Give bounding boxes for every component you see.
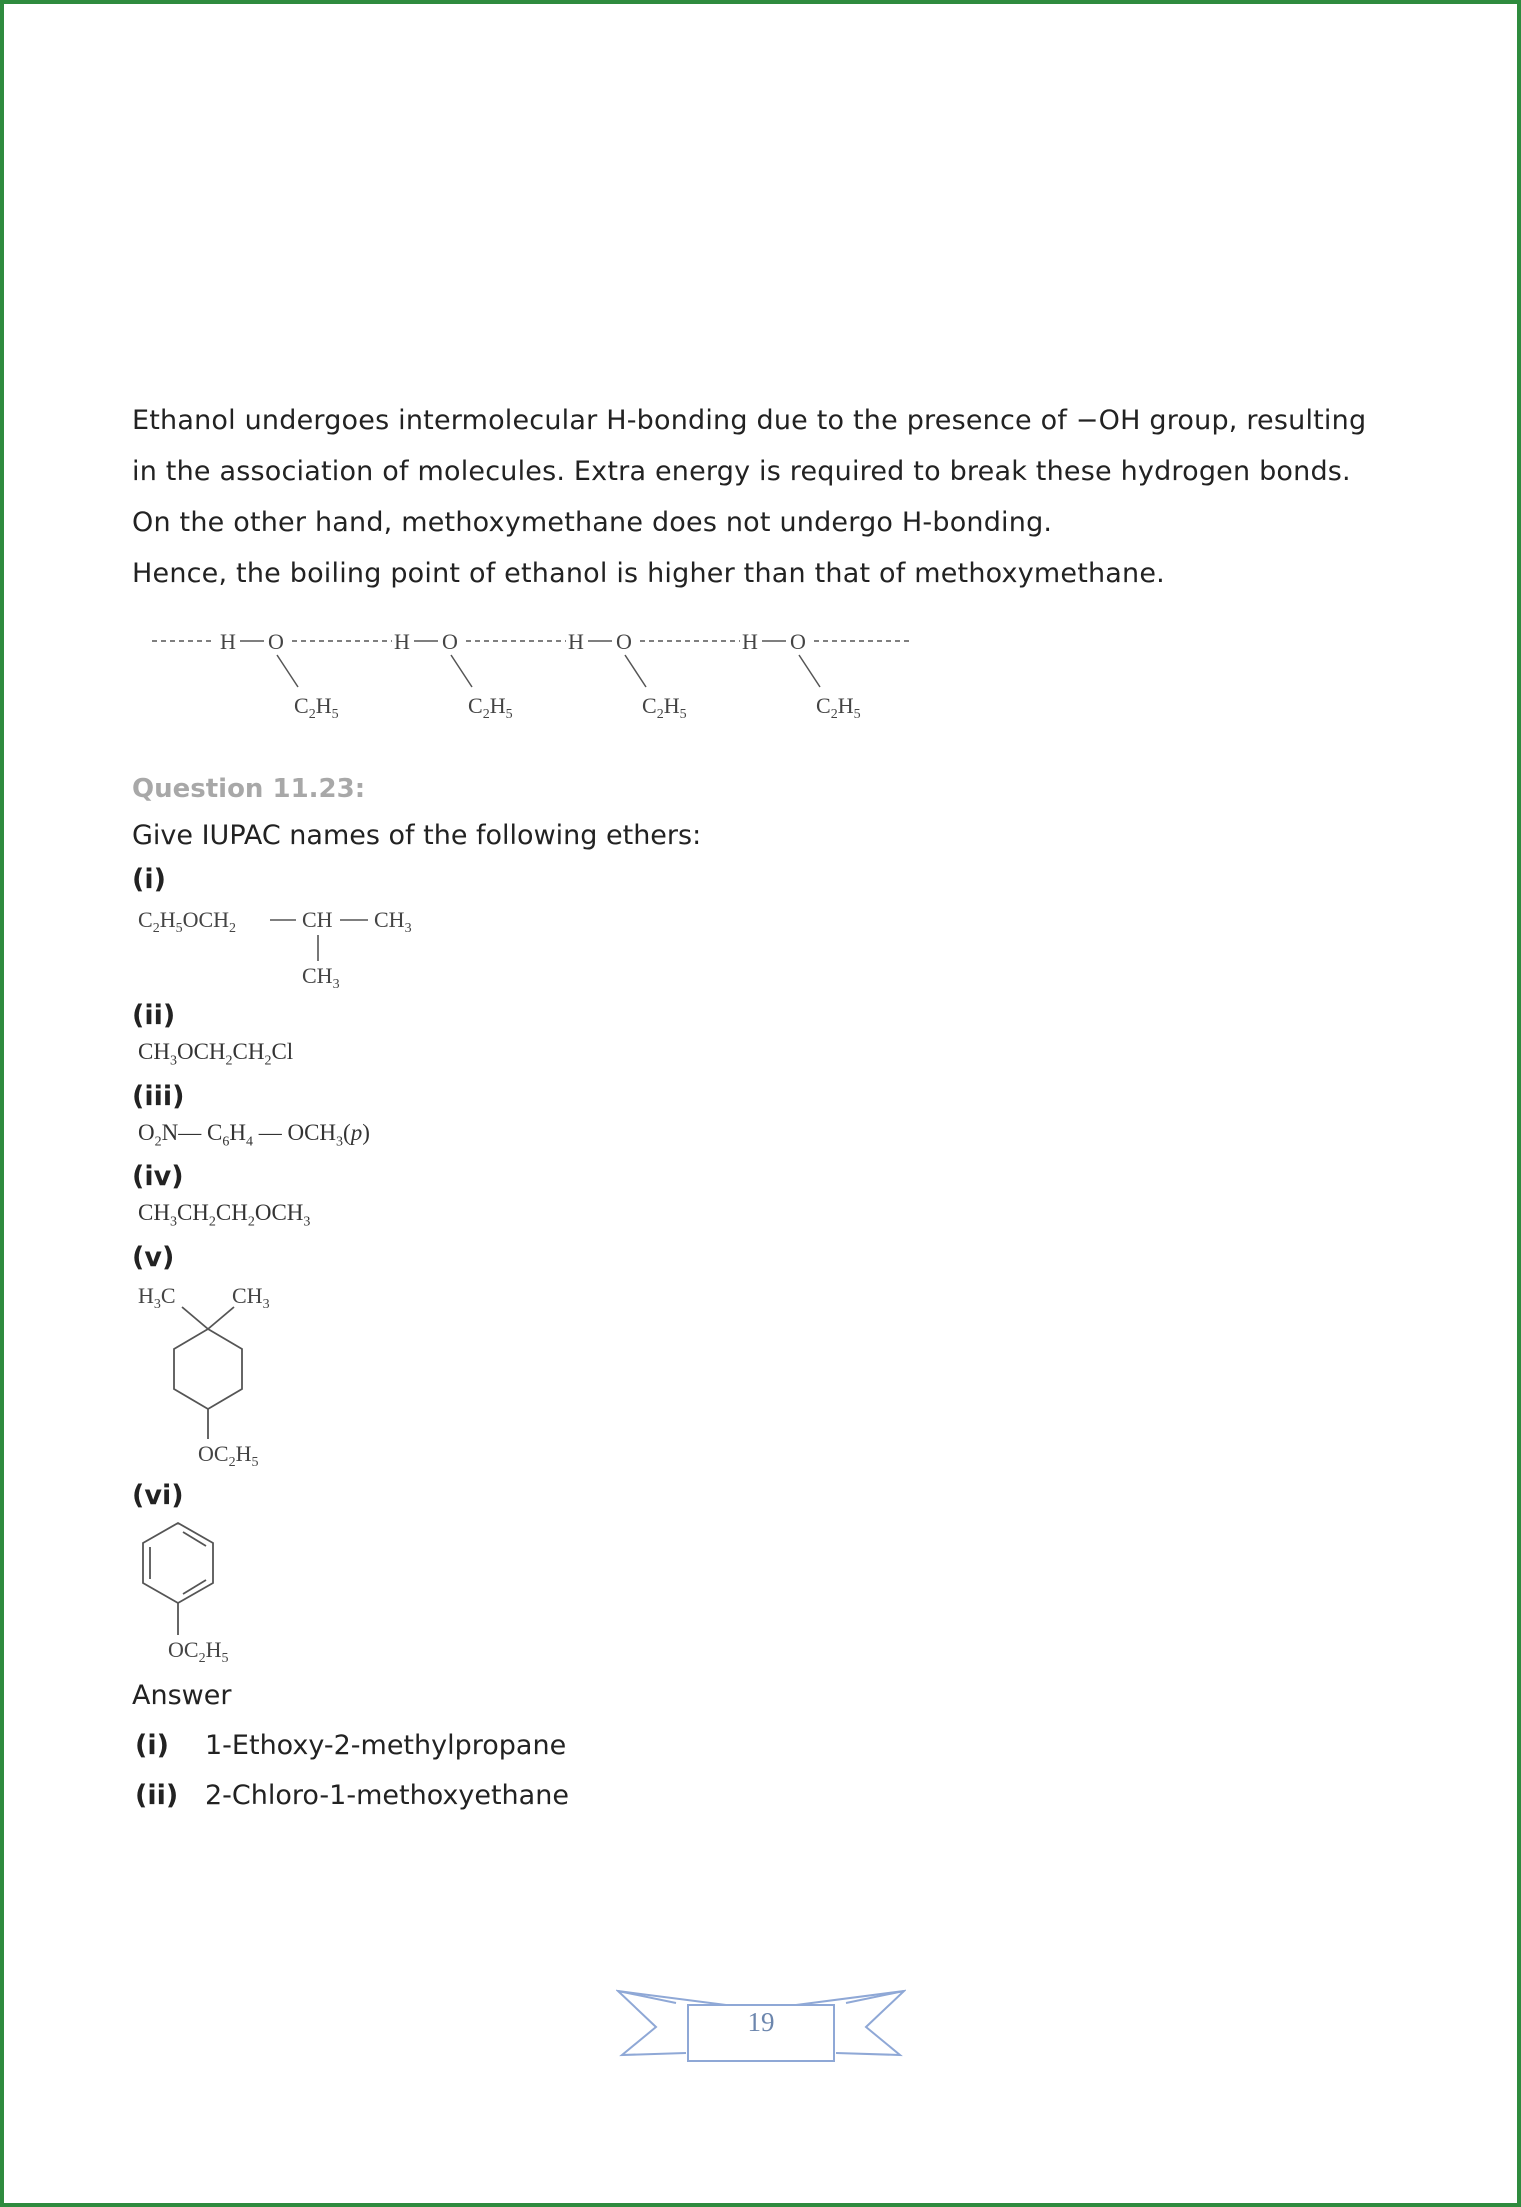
dimethylcyclohexane-ether-figure xyxy=(132,1277,332,1477)
explanation-line-4: Hence, the boiling point of ethanol is higher than that of methoxymethane. xyxy=(132,558,1165,589)
structure-vi xyxy=(132,1515,1402,1665)
svg-text:C2H5: $C_2H_5$ xyxy=(294,693,339,722)
question-text: Give IUPAC names of the following ethers: xyxy=(132,820,702,851)
part-label-i: (i) xyxy=(132,864,166,895)
svg-text:OC2H5: $OC_2H_5$ xyxy=(198,1440,259,1470)
svg-text:O: O xyxy=(790,629,806,654)
svg-text:H: H xyxy=(742,629,758,654)
svg-text:H3C: $H_3C$ xyxy=(138,1282,176,1312)
explanation-line-1: Ethanol undergoes intermolecular H-bonding due to the presence of −OH group, resulting xyxy=(132,405,1367,436)
svg-text:CH: CH xyxy=(302,907,333,932)
answer-label: Answer xyxy=(132,1679,232,1711)
part-label-vi: (vi) xyxy=(132,1479,184,1511)
answer-number: (ii) xyxy=(135,1779,179,1811)
answer-item xyxy=(132,1721,1402,1771)
svg-text:CH3: $CH_3$ xyxy=(232,1282,270,1312)
part-label-iv: (iv) xyxy=(132,1161,184,1193)
svg-text:O: O xyxy=(268,629,284,654)
formula-ii: $CH_3OCH_2CH_2Cl$ xyxy=(138,1039,294,1069)
formula-i-figure xyxy=(132,899,452,991)
answer-number: (i) xyxy=(135,1729,169,1761)
explanation-line-2: in the association of molecules. Extra energy is required to break these hydrogen bonds. xyxy=(132,456,1351,487)
page-content xyxy=(132,395,1402,1821)
hydrogen-bonding-diagram xyxy=(132,615,1402,725)
structure-i xyxy=(132,899,1402,991)
part-label-iii: (iii) xyxy=(132,1080,185,1112)
svg-text:C2H5: $C_2H_5$ xyxy=(816,693,861,722)
svg-text:C2H5: $C_2H_5$ xyxy=(642,693,687,722)
page-number-badge xyxy=(616,1985,906,2067)
part-label-v: (v) xyxy=(132,1241,175,1273)
question-heading: Question 11.23: xyxy=(132,774,366,804)
svg-text:CH3: $CH_3$ xyxy=(302,963,340,991)
svg-text:H: H xyxy=(568,629,584,654)
formula-iv: $CH_3CH_2CH_2OCH_3$ xyxy=(138,1200,311,1230)
answer-text: 2-Chloro-1-methoxyethane xyxy=(205,1779,569,1811)
answer-text: 1-Ethoxy-2-methylpropane xyxy=(205,1729,567,1761)
svg-text:OC2H5: $OC_2H_5$ xyxy=(168,1636,229,1665)
answer-item xyxy=(132,1771,1402,1821)
structure-v xyxy=(132,1277,1402,1477)
phenetole-figure xyxy=(132,1515,332,1665)
svg-text:H: H xyxy=(220,629,236,654)
svg-text:O: O xyxy=(442,629,458,654)
part-label-ii: (ii) xyxy=(132,1000,176,1031)
svg-text:CH3: $CH_3$ xyxy=(374,907,412,936)
svg-text:H: H xyxy=(394,629,410,654)
svg-text:C2H5: $C_2H_5$ xyxy=(468,693,513,722)
h-bond-chain-figure xyxy=(132,615,932,725)
explanation-line-3: On the other hand, methoxymethane does not undergo H-bonding. xyxy=(132,507,1053,538)
page-number: 19 xyxy=(747,2007,775,2037)
formula-iii: $O_2N—$ $C_6H_4$ — $OCH_3(p)$ xyxy=(138,1119,370,1150)
svg-text:C2H5OCH2: $C_2H_5OCH_2$ xyxy=(138,907,237,936)
svg-text:O: O xyxy=(616,629,632,654)
